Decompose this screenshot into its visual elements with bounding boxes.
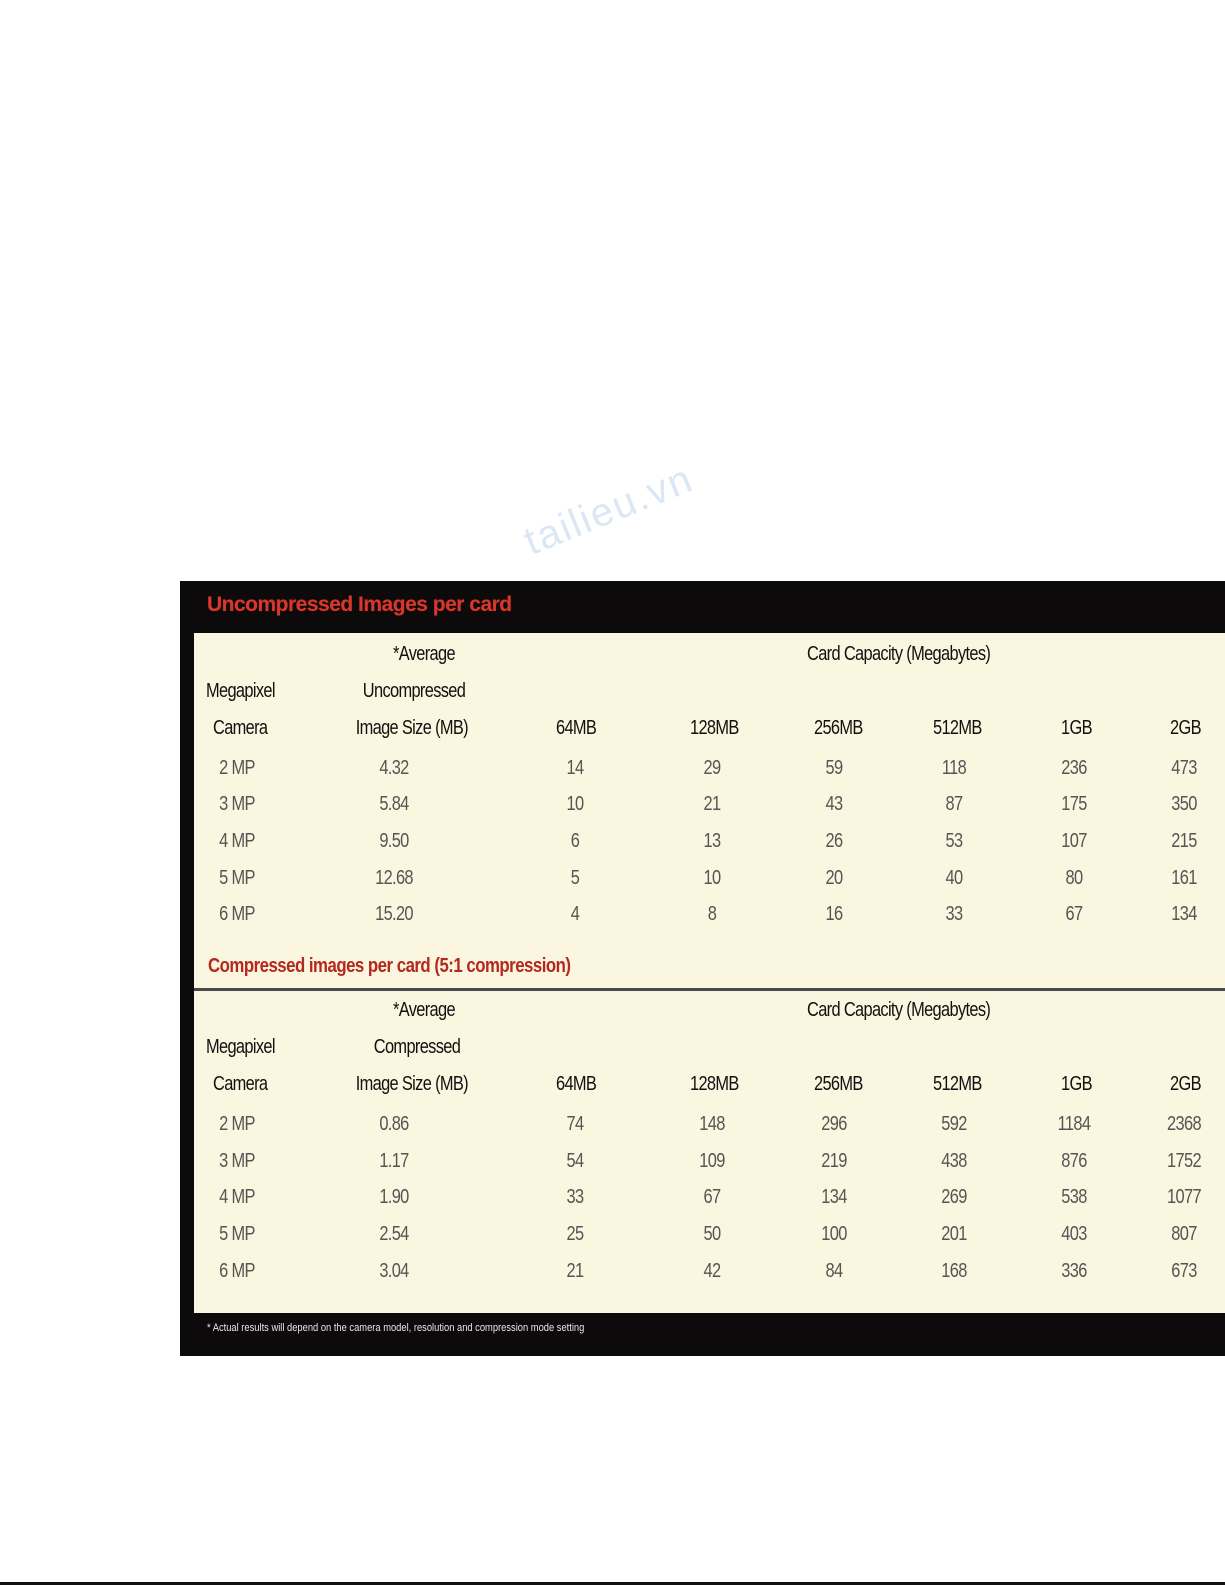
table-cell: 0.86 bbox=[379, 1113, 409, 1135]
table-cell: 4.32 bbox=[379, 757, 409, 779]
table-cell: 473 bbox=[1171, 757, 1197, 779]
table-cell: 100 bbox=[821, 1223, 847, 1245]
table-cell: 134 bbox=[821, 1186, 847, 1208]
table-cell: 16 bbox=[825, 903, 843, 925]
capacity-header-1gb: 1GB bbox=[1061, 717, 1092, 739]
table-cell: 1752 bbox=[1167, 1150, 1201, 1172]
table-cell: 1.17 bbox=[379, 1150, 409, 1172]
table-row-camera-cell: 2 MP bbox=[219, 1113, 255, 1135]
table-cell: 438 bbox=[941, 1150, 967, 1172]
table-cell: 2.54 bbox=[379, 1223, 409, 1245]
table-row-camera-cell: 4 MP bbox=[219, 1186, 255, 1208]
capacity-header-256mb: 256MB bbox=[814, 1073, 863, 1095]
table-cell: 296 bbox=[821, 1113, 847, 1135]
table-cell: 1.90 bbox=[379, 1186, 409, 1208]
size-header-line1: *Average bbox=[393, 999, 455, 1021]
camera-header-line2: Camera bbox=[213, 717, 268, 739]
size-header-line1: *Average bbox=[393, 643, 455, 665]
capacity-header-128mb: 128MB bbox=[690, 1073, 739, 1095]
table-cell: 12.68 bbox=[375, 867, 413, 889]
table-cell: 236 bbox=[1061, 757, 1087, 779]
table-cell: 134 bbox=[1171, 903, 1197, 925]
table-row-camera-cell: 6 MP bbox=[219, 1260, 255, 1282]
table-cell: 10 bbox=[703, 867, 721, 889]
table-cell: 592 bbox=[941, 1113, 967, 1135]
table-cell: 107 bbox=[1061, 830, 1087, 852]
size-header-line2: Compressed bbox=[373, 1036, 461, 1058]
table-cell: 403 bbox=[1061, 1223, 1087, 1245]
table-cell: 673 bbox=[1171, 1260, 1197, 1282]
capacity-header-256mb: 256MB bbox=[814, 717, 863, 739]
table-row-camera-cell: 6 MP bbox=[219, 903, 255, 925]
table-cell: 74 bbox=[566, 1113, 584, 1135]
compressed-table-title: Compressed images per card (5:1 compression) bbox=[208, 955, 571, 977]
capacity-group-header: Card Capacity (Megabytes) bbox=[807, 643, 991, 665]
camera-header-line1: Megapixel bbox=[206, 680, 275, 702]
table-cell: 26 bbox=[825, 830, 843, 852]
watermark: tailieu.vn bbox=[518, 456, 700, 564]
table-row-camera-cell: 5 MP bbox=[219, 1223, 255, 1245]
table-cell: 25 bbox=[566, 1223, 584, 1245]
table-cell: 21 bbox=[566, 1260, 584, 1282]
table-cell: 1077 bbox=[1167, 1186, 1201, 1208]
capacity-header-512mb: 512MB bbox=[933, 717, 982, 739]
table-row-camera-cell: 2 MP bbox=[219, 757, 255, 779]
table-cell: 53 bbox=[945, 830, 963, 852]
table-cell: 33 bbox=[566, 1186, 584, 1208]
capacity-header-64mb: 64MB bbox=[556, 717, 597, 739]
capacity-header-128mb: 128MB bbox=[690, 717, 739, 739]
table-cell: 148 bbox=[699, 1113, 725, 1135]
table-cell: 50 bbox=[703, 1223, 721, 1245]
table-cell: 67 bbox=[1065, 903, 1083, 925]
table-cell: 10 bbox=[566, 793, 584, 815]
table-cell: 54 bbox=[566, 1150, 584, 1172]
table-cell: 14 bbox=[566, 757, 584, 779]
table-cell: 3.04 bbox=[379, 1260, 409, 1282]
capacity-header-512mb: 512MB bbox=[933, 1073, 982, 1095]
size-header-line3: Image Size (MB) bbox=[355, 1073, 468, 1095]
table-cell: 168 bbox=[941, 1260, 967, 1282]
table-cell: 807 bbox=[1171, 1223, 1197, 1245]
table-cell: 42 bbox=[703, 1260, 721, 1282]
table-row-camera-cell: 3 MP bbox=[219, 1150, 255, 1172]
table-cell: 1184 bbox=[1057, 1113, 1091, 1135]
table-cell: 59 bbox=[825, 757, 843, 779]
table-body bbox=[194, 633, 1225, 1313]
capacity-header-2gb: 2GB bbox=[1170, 717, 1201, 739]
table-cell: 43 bbox=[825, 793, 843, 815]
table-cell: 80 bbox=[1065, 867, 1083, 889]
table-cell: 161 bbox=[1171, 867, 1197, 889]
table-row-camera-cell: 5 MP bbox=[219, 867, 255, 889]
table-cell: 350 bbox=[1171, 793, 1197, 815]
table-cell: 336 bbox=[1061, 1260, 1087, 1282]
table-cell: 29 bbox=[703, 757, 721, 779]
camera-header-line1: Megapixel bbox=[206, 1036, 275, 1058]
table-row-camera-cell: 4 MP bbox=[219, 830, 255, 852]
table-cell: 9.50 bbox=[379, 830, 409, 852]
table-cell: 175 bbox=[1061, 793, 1087, 815]
table-cell: 40 bbox=[945, 867, 963, 889]
image-capacity-table-panel bbox=[180, 581, 1225, 1356]
table-cell: 5.84 bbox=[379, 793, 409, 815]
size-header-line2: Uncompressed bbox=[362, 680, 466, 702]
table-cell: 5 bbox=[570, 867, 580, 889]
table-cell: 15.20 bbox=[375, 903, 413, 925]
capacity-header-1gb: 1GB bbox=[1061, 1073, 1092, 1095]
table-cell: 8 bbox=[707, 903, 717, 925]
section-divider bbox=[194, 988, 1225, 991]
table-cell: 33 bbox=[945, 903, 963, 925]
table-cell: 538 bbox=[1061, 1186, 1087, 1208]
capacity-header-2gb: 2GB bbox=[1170, 1073, 1201, 1095]
table-cell: 118 bbox=[941, 757, 967, 779]
table-cell: 20 bbox=[825, 867, 843, 889]
table-cell: 13 bbox=[703, 830, 721, 852]
table-cell: 2368 bbox=[1167, 1113, 1201, 1135]
table-cell: 109 bbox=[699, 1150, 725, 1172]
table-cell: 6 bbox=[570, 830, 580, 852]
table-cell: 215 bbox=[1171, 830, 1197, 852]
table-cell: 876 bbox=[1061, 1150, 1087, 1172]
capacity-header-64mb: 64MB bbox=[556, 1073, 597, 1095]
uncompressed-table-title: Uncompressed Images per card bbox=[207, 593, 512, 616]
camera-header-line2: Camera bbox=[213, 1073, 268, 1095]
table-cell: 219 bbox=[821, 1150, 847, 1172]
table-row-camera-cell: 3 MP bbox=[219, 793, 255, 815]
table-cell: 269 bbox=[941, 1186, 967, 1208]
table-cell: 4 bbox=[570, 903, 580, 925]
table-cell: 201 bbox=[941, 1223, 967, 1245]
size-header-line3: Image Size (MB) bbox=[355, 717, 468, 739]
capacity-group-header: Card Capacity (Megabytes) bbox=[807, 999, 991, 1021]
table-cell: 84 bbox=[825, 1260, 843, 1282]
table-cell: 67 bbox=[703, 1186, 721, 1208]
table-cell: 87 bbox=[945, 793, 963, 815]
table-cell: 21 bbox=[703, 793, 721, 815]
footnote: * Actual results will depend on the camera model, resolution and compression mode setting bbox=[207, 1322, 585, 1334]
